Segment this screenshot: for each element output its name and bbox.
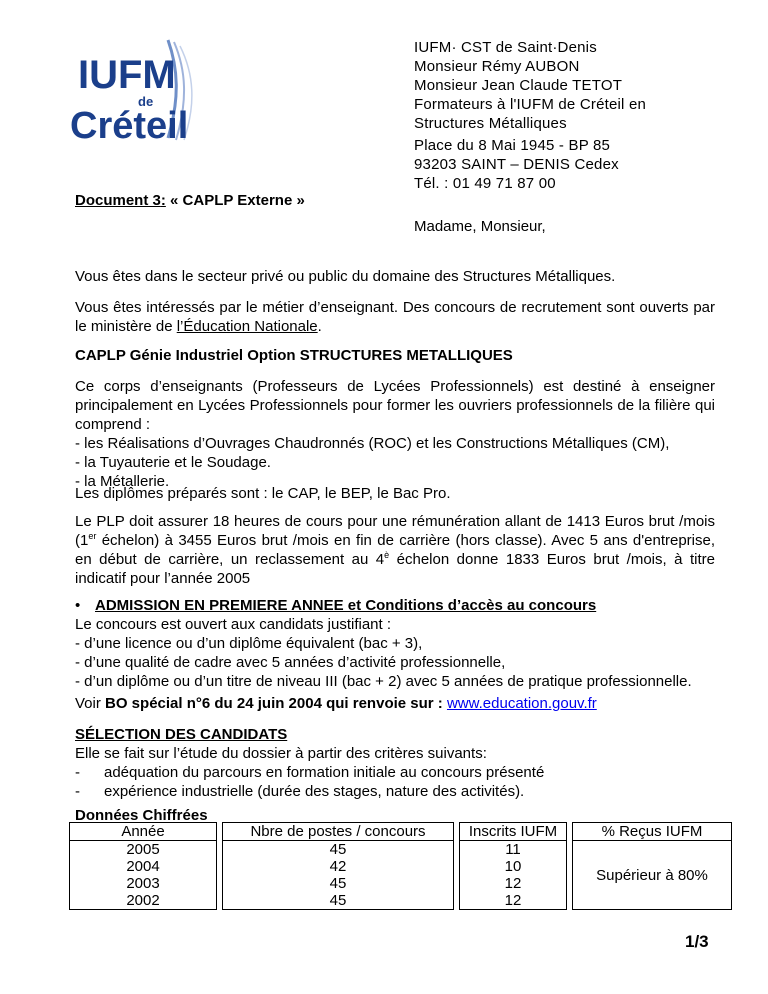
spacer xyxy=(567,892,573,910)
section-heading-caplp: CAPLP Génie Industriel Option STRUCTURES METALLIQUES xyxy=(75,347,513,364)
admission-heading xyxy=(75,596,715,615)
cell-enrolled: 12 xyxy=(460,892,567,910)
education-nationale-link[interactable]: l’Éducation Nationale xyxy=(176,318,318,335)
paragraph-corps xyxy=(75,377,715,491)
selection-item-text: expérience industrielle (durée des stages, nature des activités). xyxy=(104,783,525,800)
admission-line: Le concours est ouvert aux candidats justifiant : xyxy=(75,616,392,633)
admission-title: ADMISSION EN PREMIERE ANNEE et Conditions d’accès au concours xyxy=(95,597,597,614)
dash-icon: - xyxy=(75,783,80,800)
cell-enrolled: 10 xyxy=(460,858,567,875)
document-name: « CAPLP Externe » xyxy=(165,192,305,209)
statistics-table xyxy=(69,822,732,910)
spacer xyxy=(567,858,573,875)
cell-posts: 42 xyxy=(223,858,454,875)
data-heading: Données Chiffrées xyxy=(75,807,208,824)
logo-de: de xyxy=(138,94,154,109)
selection-title: SÉLECTION DES CANDIDATS xyxy=(75,726,288,743)
contact-line: 93203 SAINT – DENIS Cedex xyxy=(414,156,619,173)
reference-line xyxy=(75,694,715,713)
logo-iufm: IUFM xyxy=(78,53,176,97)
cell-enrolled: 11 xyxy=(460,841,567,859)
cell-posts: 45 xyxy=(223,875,454,892)
cell-posts: 45 xyxy=(223,892,454,910)
bullet-icon: • xyxy=(75,597,81,614)
address-line: Monsieur Rémy AUBON xyxy=(414,58,580,75)
cell-year: 2004 xyxy=(70,858,217,875)
header-year: Année xyxy=(70,823,217,841)
selection-intro: Elle se fait sur l’étude du dossier à partir des critères suivants: xyxy=(75,745,487,762)
sender-address xyxy=(414,38,646,133)
salary-text-b: échelon) à 3455 Euros brut /mois en fin de carrière (hors classe). Avec 5 ans d'entreprise, en début de carrière, un reclassement au 4 xyxy=(75,532,715,568)
paragraph-text: Vous êtes intéressés par le métier d’enseignant. Des concours de recrutement sont ouverts par le ministère de xyxy=(75,299,715,335)
header-enrolled: Inscrits IUFM xyxy=(460,823,567,841)
cell-success-rate: Supérieur à 80% xyxy=(573,841,732,910)
selection-item xyxy=(75,782,715,801)
salary-text-c: échelon donne 1833 Euros brut /mois, à titre indicatif pour l’année 2005 xyxy=(75,551,715,587)
logo-graphic xyxy=(68,38,238,143)
iufm-creteil-logo xyxy=(68,38,238,143)
selection-section xyxy=(75,725,715,801)
address-line: Monsieur Jean Claude TETOT xyxy=(414,77,623,94)
reference-prefix: Voir xyxy=(75,695,106,712)
education-website-link[interactable]: www.education.gouv.fr xyxy=(446,695,597,712)
salary-text-a: Le PLP doit assurer 18 heures de cours pour une rémunération allant de 1413 Euros brut /mois (1 xyxy=(75,513,715,549)
contact-line: Place du 8 Mai 1945 - BP 85 xyxy=(414,137,611,154)
logo-creteil: Créteil xyxy=(70,105,189,143)
sup-er: er xyxy=(88,531,97,541)
table-row xyxy=(70,841,732,859)
contact-line: Tél. : 01 49 71 87 00 xyxy=(414,175,556,192)
list-item: - la Tuyauterie et le Soudage. xyxy=(75,454,271,471)
dash-icon: - xyxy=(75,764,80,781)
paragraph-diplomas: Les diplômes préparés sont : le CAP, le BEP, le Bac Pro. xyxy=(75,485,451,502)
sup-e: è xyxy=(384,550,390,560)
document-title xyxy=(75,192,305,209)
document-label: Document 3 xyxy=(75,192,161,209)
document-colon: : xyxy=(160,192,166,209)
paragraph-sector: Vous êtes dans le secteur privé ou public du domaine des Structures Métalliques. xyxy=(75,268,616,285)
table-header-row xyxy=(70,823,732,841)
list-item: - les Réalisations d’Ouvrages Chaudronnés (ROC) et les Constructions Métalliques (CM), xyxy=(75,435,670,452)
admission-line: - d’un diplôme ou d’un titre de niveau III (bac + 2) avec 5 années de pratique professionnelle. xyxy=(75,673,692,690)
paragraph-salary xyxy=(75,512,715,588)
selection-item xyxy=(75,763,715,782)
cell-enrolled: 12 xyxy=(460,875,567,892)
spacer xyxy=(567,875,573,892)
address-line: Formateurs à l'IUFM de Créteil en xyxy=(414,96,647,113)
header-success: % Reçus IUFM xyxy=(573,823,732,841)
cell-year: 2002 xyxy=(70,892,217,910)
paragraph-end: . xyxy=(317,318,322,335)
paragraph-interest xyxy=(75,298,715,336)
cell-posts: 45 xyxy=(223,841,454,859)
paragraph-intro: Ce corps d’enseignants (Professeurs de Lycées Professionnels) est destiné à enseigner principalement en Lycées Professionnels pour former les ouvriers professionnels de la filière qui comprend : xyxy=(75,378,715,433)
contact-info xyxy=(414,136,619,193)
list-item: - la Métallerie. xyxy=(75,473,170,490)
cell-year: 2005 xyxy=(70,841,217,859)
greeting: Madame, Monsieur, xyxy=(414,218,546,235)
page-number: 1/3 xyxy=(685,932,709,951)
admission-section xyxy=(75,596,715,691)
address-line: Structures Métalliques xyxy=(414,115,567,132)
reference-bo: BO spécial n°6 du 24 juin 2004 qui renvoie sur : xyxy=(105,695,447,712)
admission-line: - d’une licence ou d’un diplôme équivalent (bac + 3), xyxy=(75,635,423,652)
address-line: IUFM· CST de Saint·Denis xyxy=(414,39,597,56)
header-posts: Nbre de postes / concours xyxy=(223,823,454,841)
cell-year: 2003 xyxy=(70,875,217,892)
selection-item-text: adéquation du parcours en formation initiale au concours présenté xyxy=(104,764,545,781)
admission-line: - d’une qualité de cadre avec 5 années d’activité professionnelle, xyxy=(75,654,506,671)
